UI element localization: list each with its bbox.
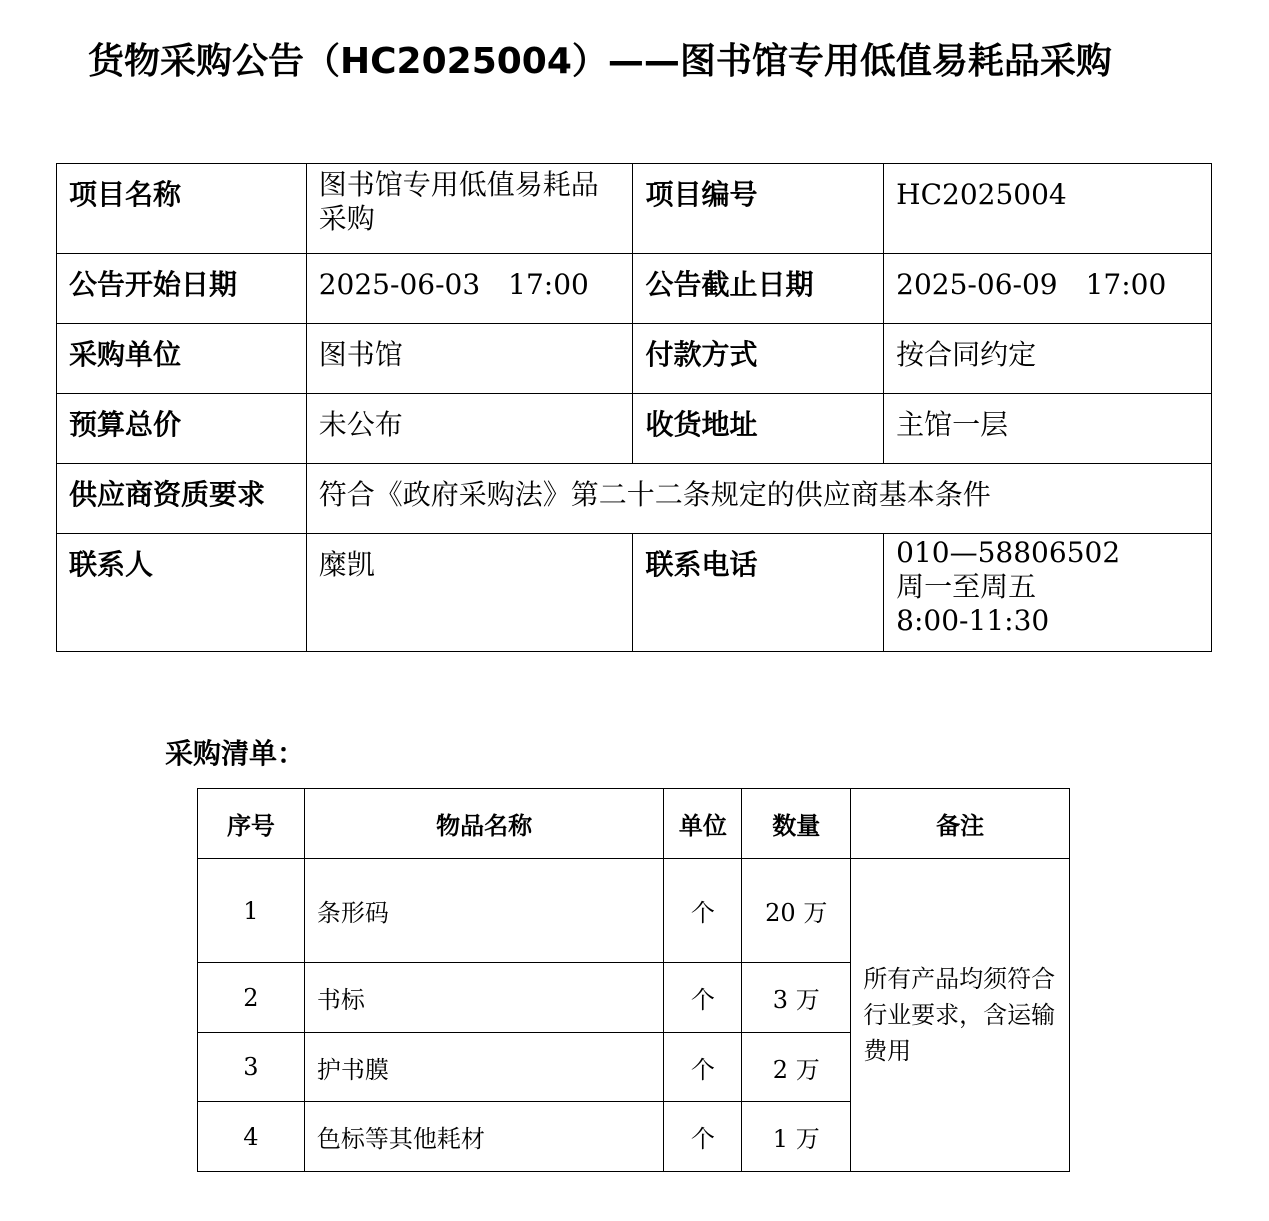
phone-cell xyxy=(884,534,1212,652)
payment-value: 按合同约定 xyxy=(884,324,1212,394)
phone-number: 010—58806502 xyxy=(896,536,1121,569)
qualification-value: 符合《政府采购法》第二十二条规定的供应商基本条件 xyxy=(306,464,1211,534)
list-header-row xyxy=(198,789,1070,859)
page-title: 货物采购公告（HC2025004）——图书馆专用低值易耗品采购 xyxy=(88,41,1112,82)
row-no: 1 xyxy=(198,859,305,963)
row-name: 书标 xyxy=(304,963,664,1033)
remarks-cell: 所有产品均须符合行业要求，含运输费用 xyxy=(851,859,1070,1172)
phone-label: 联系电话 xyxy=(633,534,884,652)
qualification-label: 供应商资质要求 xyxy=(57,464,307,534)
phone-hours: 8:00-11:30 xyxy=(896,604,1050,637)
header-no: 序号 xyxy=(198,789,305,859)
purchase-list-label: 采购清单： xyxy=(165,737,306,770)
info-row xyxy=(57,324,1212,394)
info-row xyxy=(57,254,1212,324)
start-date-label: 公告开始日期 xyxy=(57,254,307,324)
row-unit: 个 xyxy=(664,963,742,1033)
row-no: 4 xyxy=(198,1102,305,1172)
table-row xyxy=(198,859,1070,963)
row-name: 护书膜 xyxy=(304,1033,664,1102)
purchase-list-table xyxy=(197,788,1070,1172)
header-note: 备注 xyxy=(851,789,1070,859)
address-value: 主馆一层 xyxy=(884,394,1212,464)
row-qty: 1 万 xyxy=(742,1102,851,1172)
buyer-value: 图书馆 xyxy=(306,324,633,394)
header-unit: 单位 xyxy=(664,789,742,859)
row-unit: 个 xyxy=(664,1102,742,1172)
row-qty: 20 万 xyxy=(742,859,851,963)
row-unit: 个 xyxy=(664,859,742,963)
budget-label: 预算总价 xyxy=(57,394,307,464)
row-unit: 个 xyxy=(664,1033,742,1102)
payment-label: 付款方式 xyxy=(633,324,884,394)
project-name-label: 项目名称 xyxy=(57,164,307,254)
address-label: 收货地址 xyxy=(633,394,884,464)
phone-days: 周一至周五 xyxy=(896,570,1037,603)
info-row xyxy=(57,394,1212,464)
row-name: 条形码 xyxy=(304,859,664,963)
header-qty: 数量 xyxy=(742,789,851,859)
end-date-value: 2025-06-09 17:00 xyxy=(884,254,1212,324)
project-no-value: HC2025004 xyxy=(884,164,1212,254)
info-row xyxy=(57,464,1212,534)
row-name: 色标等其他耗材 xyxy=(304,1102,664,1172)
row-no: 2 xyxy=(198,963,305,1033)
budget-value: 未公布 xyxy=(306,394,633,464)
contact-label: 联系人 xyxy=(57,534,307,652)
project-name-value: 图书馆专用低值易耗品采购 xyxy=(306,164,633,254)
row-qty: 3 万 xyxy=(742,963,851,1033)
info-row xyxy=(57,164,1212,254)
row-qty: 2 万 xyxy=(742,1033,851,1102)
project-info-table xyxy=(56,163,1212,652)
contact-value: 糜凯 xyxy=(306,534,633,652)
project-no-label: 项目编号 xyxy=(633,164,884,254)
end-date-label: 公告截止日期 xyxy=(633,254,884,324)
buyer-label: 采购单位 xyxy=(57,324,307,394)
info-row xyxy=(57,534,1212,652)
header-name: 物品名称 xyxy=(304,789,664,859)
row-no: 3 xyxy=(198,1033,305,1102)
start-date-value: 2025-06-03 17:00 xyxy=(306,254,633,324)
